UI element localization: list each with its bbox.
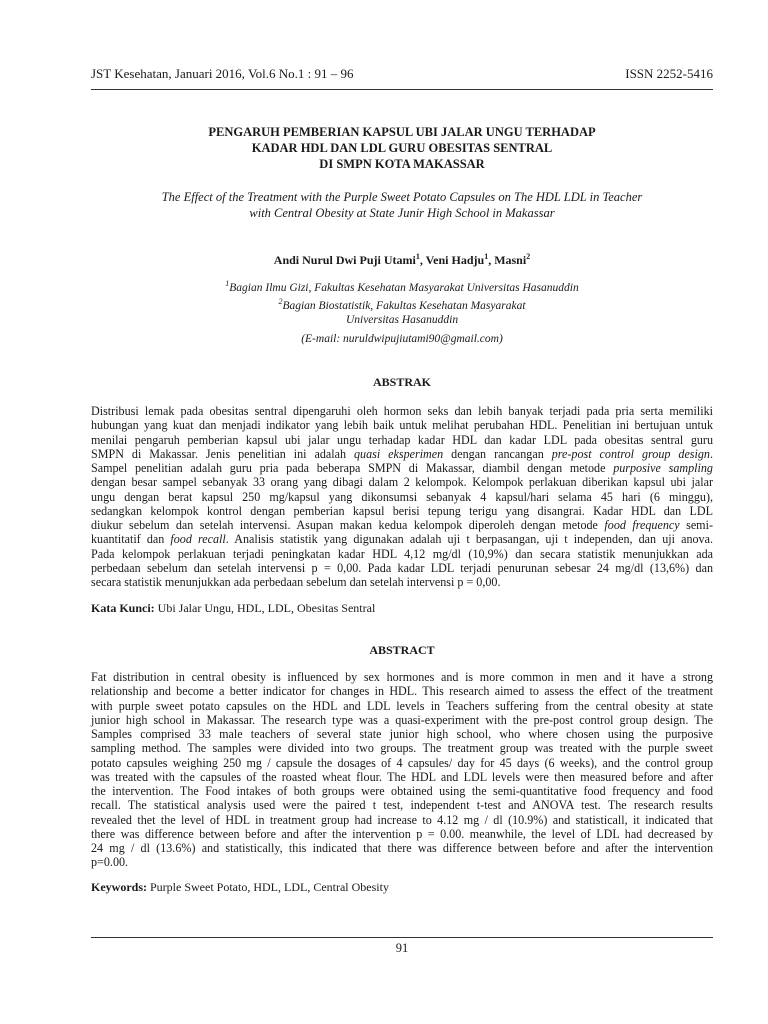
paragraph-line: hubungan yang kuat dan menjadi indikator yang lebih baik untuk melihat perubahan HDL. Penelitian ini bertujuan untuk: [91, 418, 713, 433]
paragraph-line: the intervention. The Food intakes of both groups were obtained using the semi-quantitative food frequency and food: [91, 784, 713, 798]
paragraph-line: Fat distribution in central obesity is influenced by sex hormones and is more common in men and it have a strong: [91, 670, 713, 684]
paragraph-line: menilai pengaruh pemberian kapsul ubi jalar ungu terhadap kadar HDL dan kadar LDL pada obesitas sentral guru: [91, 432, 713, 447]
author-sup: 1: [484, 252, 489, 261]
keywords-label: Keywords:: [91, 880, 147, 894]
affiliations: [91, 277, 713, 327]
paragraph-line: there was difference between before and after the intervention p = 0.00. meanwhile, the level of LDL had decreased by: [91, 826, 713, 841]
footer-rule: [91, 937, 713, 938]
paragraph-line: kuantitatif dan food recall. Analisis statistik yang digunakan adalah uji t berpasangan, uji t independen, dan uji anova.: [91, 532, 713, 547]
paragraph-line: revealed thet the level of HDL in treatment group had increase to 4.12 mg / dl (10.9%) and statisticall, it indicated that: [91, 812, 713, 827]
subtitle-line: with Central Obesity at State Junir High School in Makassar: [249, 206, 555, 220]
title-line: KADAR HDL DAN LDL GURU OBESITAS SENTRAL: [251, 141, 553, 155]
keywords: [91, 880, 713, 895]
english-title: [91, 189, 713, 221]
paragraph-line: relationship and become a better indicator for changes in HDL. This research aimed to assess the effect of the treatment: [91, 684, 713, 699]
author-name: Andi Nurul Dwi Puji Utami: [273, 253, 416, 267]
paragraph-line: secara statistik menunjukkan ada perbedaan sebelum dan setelah intervensi p = 0,00.: [91, 575, 501, 589]
author-list: Andi Nurul Dwi Puji Utami$^1$, Veni Hadju$^1$, Masni$^2$: [273, 252, 531, 267]
page-number: 91: [395, 941, 409, 955]
author-sup: 2: [526, 252, 531, 261]
affiliation-line: Universitas Hasanuddin: [345, 313, 459, 326]
paragraph-line: Pada kelompok perlakuan terjadi peningkatan kadar HDL 4,12 mg/dl (10,9%) dan secara statistik menunjukkan ada: [91, 546, 713, 561]
affiliation-line: $^2$Bagian Biostatistik, Fakultas Kesehatan Masyarakat: [278, 296, 526, 312]
paragraph-line: potato capsules weighing 250 mg / capsule the dosages of 4 capsules/ day for 45 days (6 weeks), and the control group: [91, 755, 713, 770]
kata-kunci-label: Kata Kunci:: [91, 601, 155, 615]
paragraph-line: sedangkan kelompok kontrol dengan pemberian kapsul berisi tepung terigu yang disangrai. Kadar HDL dan LDL: [91, 503, 713, 518]
affiliation-line: $^1$Bagian Ilmu Gizi, Fakultas Kesehatan Masyarakat Universitas Hasanuddin: [225, 279, 579, 294]
paragraph-line: Samples comprised 33 male teachers of several state junior high school, who where chosen using the purposive: [91, 727, 713, 741]
paragraph-line: Sampel penelitian adalah guru pria pada beberapa SMPN di Makassar, diambil dengan metode purposive sampling: [91, 461, 713, 475]
paragraph-line: diukur sebelum dan setelah intervensi. Asupan makan kedua kelompok diperoleh dengan metode food frequency semi-: [91, 518, 713, 532]
kata-kunci: [91, 601, 713, 616]
issn: ISSN 2252-5416: [625, 66, 713, 81]
paper-page: [91, 0, 713, 1024]
title-line: DI SMPN KOTA MAKASSAR: [319, 157, 485, 171]
paragraph-line: recall. The statistical analysis used were the paired t test, independent t-test and ANOVA test. The research results: [91, 798, 713, 813]
author-name: Veni Hadju: [425, 253, 485, 267]
abstrak-body: [91, 404, 713, 589]
paragraph-line: with purple sweet potato capsules on the HDL and LDL levels in Teachers suffering from the central obesity at state: [91, 698, 713, 713]
abstract-heading: ABSTRACT: [369, 643, 435, 657]
paragraph-line: was treated with the capsules of the roasted wheat flour. The HDL and LDL levels were then measured before and after: [91, 769, 713, 784]
paragraph-line: SMPN di Makassar. Jenis penelitian ini adalah quasi eksperimen dengan rancangan pre-post control group design.: [91, 446, 713, 461]
author-sup: 1: [415, 252, 420, 261]
paragraph-line: dengan besar sampel sebanyak 33 orang yang dibagi dalam 2 kelompok. Kelompok perlakuan diberikan kapsul ubi jalar: [91, 475, 713, 490]
paragraph-line: perbedaan sebelum dan setelah intervensi p = 0,00. Pada kadar LDL terjadi penurunan sebesar 24 mg/dl (13,6%) dan: [91, 560, 713, 575]
kata-kunci-text: Ubi Jalar Ungu, HDL, LDL, Obesitas Sentral: [154, 601, 376, 615]
paragraph-line: Distribusi lemak pada obesitas sentral dipengaruhi oleh hormon seks dan lebih banyak terjadi pada pria serta memiliki: [91, 404, 713, 418]
paragraph-line: ungu dengan berat kapsul 250 mg/kapsul yang dikonsumsi sebanyak 4 kapsul/hari selama 45 hari (6 minggu),: [91, 489, 713, 504]
journal-citation: JST Kesehatan, Januari 2016, Vol.6 No.1 : 91 – 96: [91, 66, 354, 81]
abstract-body: [91, 670, 713, 870]
author-email: (E-mail: nuruldwipujiutami90@gmail.com): [301, 333, 503, 345]
header-rule: [91, 89, 713, 90]
keywords-text: Purple Sweet Potato, HDL, LDL, Central Obesity: [147, 880, 389, 894]
paper-title: [91, 124, 713, 172]
paragraph-line: 24 mg / dl (13.6%) and statistically, this indicated that there was difference between before and after the intervention: [91, 841, 713, 855]
abstrak-heading: ABSTRAK: [372, 375, 431, 389]
paragraph-line: p=0.00.: [91, 855, 129, 870]
title-line: PENGARUH PEMBERIAN KAPSUL UBI JALAR UNGU TERHADAP: [208, 125, 596, 139]
paragraph-line: junior high school in Makassar. The research type was a quasi-experiment with the pre-post control group design. The: [91, 712, 713, 727]
subtitle-line: The Effect of the Treatment with the Purple Sweet Potato Capsules on The HDL LDL in Teacher: [161, 190, 643, 204]
author-name: Masni: [494, 253, 527, 267]
paragraph-line: sampling method. The samples were divided into two groups. The treatment group was treated with the purple sweet: [91, 741, 713, 756]
